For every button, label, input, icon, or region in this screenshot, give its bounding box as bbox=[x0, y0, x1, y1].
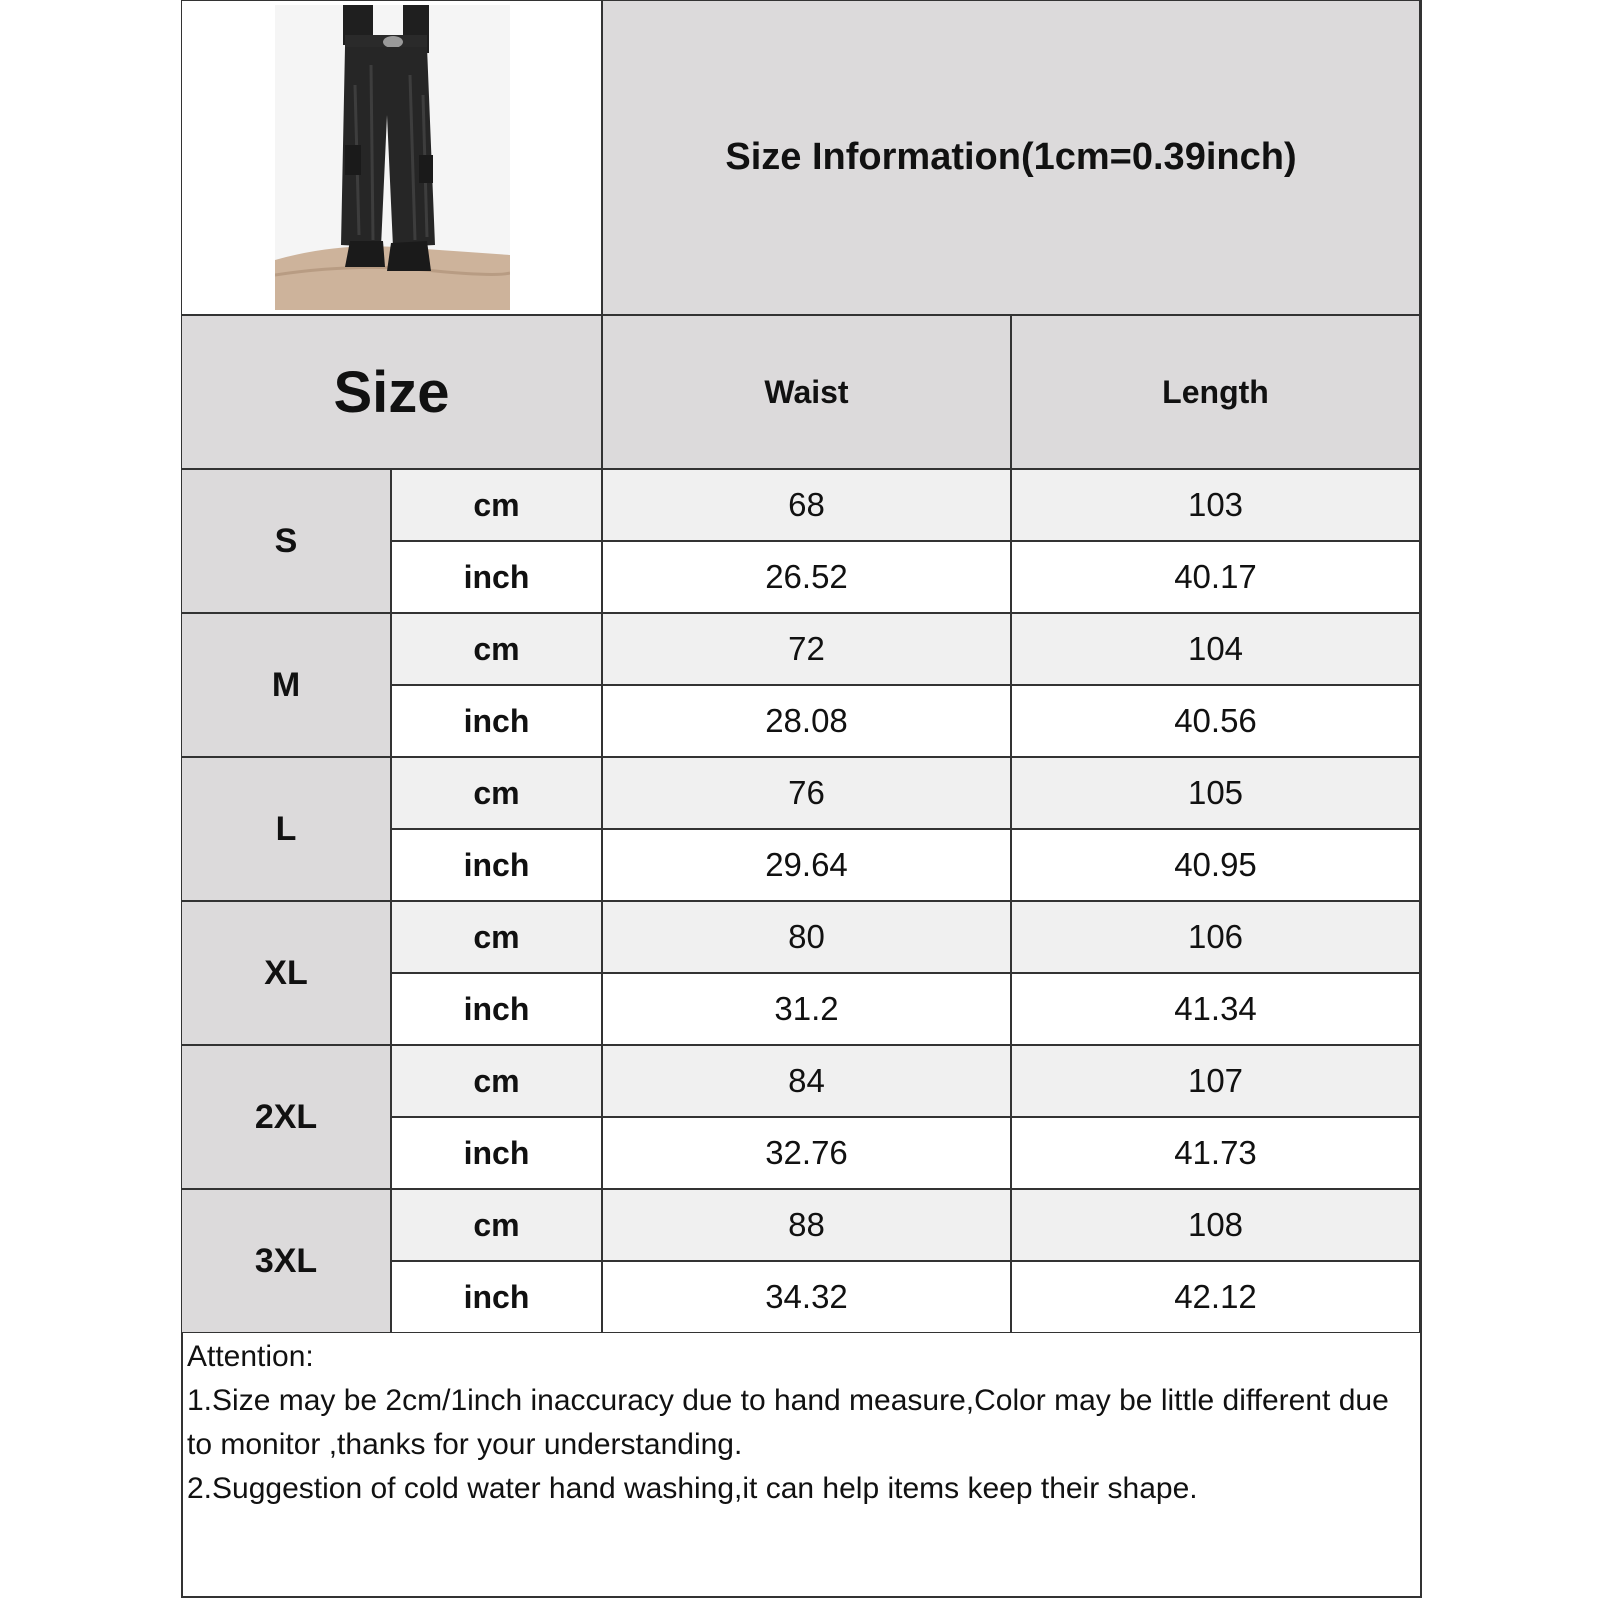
length-value-cell bbox=[1011, 973, 1420, 1045]
length-value-cell bbox=[1011, 901, 1420, 973]
waist-value: 84 bbox=[788, 1062, 825, 1099]
waist-value: 88 bbox=[788, 1206, 825, 1243]
length-header-cell bbox=[1011, 315, 1420, 469]
size-label: L bbox=[275, 809, 297, 848]
waist-value: 72 bbox=[788, 630, 825, 667]
unit-label: cm bbox=[473, 630, 520, 667]
length-value: 107 bbox=[1187, 1062, 1244, 1099]
length-value: 105 bbox=[1187, 774, 1244, 811]
length-value: 108 bbox=[1187, 1206, 1244, 1243]
size-header-cell bbox=[181, 315, 602, 469]
waist-value-cell bbox=[602, 829, 1011, 901]
size-label: XL bbox=[264, 953, 308, 992]
unit-label: inch bbox=[463, 1278, 530, 1315]
length-value-cell bbox=[1011, 613, 1420, 685]
product-photo bbox=[275, 5, 510, 310]
size-label: S bbox=[274, 521, 298, 560]
length-value-cell bbox=[1011, 1261, 1420, 1333]
length-value: 41.34 bbox=[1174, 990, 1257, 1027]
unit-label-cell bbox=[391, 1045, 602, 1117]
unit-label: cm bbox=[473, 1206, 520, 1243]
size-label-cell bbox=[181, 1189, 391, 1333]
length-value: 104 bbox=[1187, 630, 1244, 667]
unit-label-cell bbox=[391, 469, 602, 541]
unit-label-cell bbox=[391, 1189, 602, 1261]
waist-header-cell bbox=[602, 315, 1011, 469]
waist-value: 32.76 bbox=[765, 1134, 848, 1171]
unit-label-cell bbox=[391, 757, 602, 829]
waist-value: 68 bbox=[788, 486, 825, 523]
length-value-cell bbox=[1011, 685, 1420, 757]
waist-value-cell bbox=[602, 757, 1011, 829]
title-cell bbox=[602, 0, 1420, 315]
attention-heading: Attention: bbox=[187, 1340, 314, 1373]
waist-value-cell bbox=[602, 1045, 1011, 1117]
waist-header: Waist bbox=[764, 373, 849, 410]
unit-label: inch bbox=[463, 1134, 530, 1171]
length-value: 106 bbox=[1187, 918, 1244, 955]
attention-line-2: 2.Suggestion of cold water hand washing,it can help items keep their shape. bbox=[187, 1472, 1198, 1505]
waist-value-cell bbox=[602, 901, 1011, 973]
length-header: Length bbox=[1162, 373, 1269, 410]
unit-label: inch bbox=[463, 702, 530, 739]
size-header: Size bbox=[333, 359, 450, 425]
unit-label: cm bbox=[473, 486, 520, 523]
waist-value: 31.2 bbox=[774, 990, 839, 1027]
waist-value-cell bbox=[602, 613, 1011, 685]
length-value: 40.95 bbox=[1174, 846, 1257, 883]
length-value: 103 bbox=[1187, 486, 1244, 523]
unit-label-cell bbox=[391, 1117, 602, 1189]
waist-value-cell bbox=[602, 1261, 1011, 1333]
waist-value-cell bbox=[602, 1189, 1011, 1261]
length-value-cell bbox=[1011, 829, 1420, 901]
size-label-cell bbox=[181, 901, 391, 1045]
waist-value-cell bbox=[602, 1117, 1011, 1189]
attention-notes bbox=[187, 1335, 1412, 1511]
waist-value: 28.08 bbox=[765, 702, 848, 739]
page-title: Size Information(1cm=0.39inch) bbox=[725, 136, 1297, 178]
attention-line-1: 1.Size may be 2cm/1inch inaccuracy due to hand measure,Color may be little different due to monitor ,thanks for your understanding. bbox=[187, 1384, 1389, 1461]
unit-label: inch bbox=[463, 558, 530, 595]
length-value-cell bbox=[1011, 1117, 1420, 1189]
unit-label-cell bbox=[391, 613, 602, 685]
length-value: 40.56 bbox=[1174, 702, 1257, 739]
waist-value-cell bbox=[602, 469, 1011, 541]
unit-label: inch bbox=[463, 990, 530, 1027]
waist-value: 34.32 bbox=[765, 1278, 848, 1315]
unit-label-cell bbox=[391, 541, 602, 613]
waist-value: 29.64 bbox=[765, 846, 848, 883]
waist-value-cell bbox=[602, 685, 1011, 757]
waist-value-cell bbox=[602, 973, 1011, 1045]
length-value-cell bbox=[1011, 1045, 1420, 1117]
unit-label: cm bbox=[473, 1062, 520, 1099]
unit-label-cell bbox=[391, 1261, 602, 1333]
size-label: 3XL bbox=[254, 1241, 318, 1280]
size-label: M bbox=[271, 665, 301, 704]
size-label-cell bbox=[181, 757, 391, 901]
length-value-cell bbox=[1011, 757, 1420, 829]
length-value-cell bbox=[1011, 541, 1420, 613]
waist-value: 80 bbox=[788, 918, 825, 955]
size-label-cell bbox=[181, 613, 391, 757]
unit-label-cell bbox=[391, 829, 602, 901]
unit-label-cell bbox=[391, 901, 602, 973]
size-label-cell bbox=[181, 1045, 391, 1189]
waist-value: 76 bbox=[788, 774, 825, 811]
unit-label: cm bbox=[473, 918, 520, 955]
length-value: 41.73 bbox=[1174, 1134, 1257, 1171]
unit-label-cell bbox=[391, 685, 602, 757]
size-label: 2XL bbox=[254, 1097, 318, 1136]
waist-value-cell bbox=[602, 541, 1011, 613]
unit-label: inch bbox=[463, 846, 530, 883]
size-label-cell bbox=[181, 469, 391, 613]
length-value-cell bbox=[1011, 469, 1420, 541]
length-value-cell bbox=[1011, 1189, 1420, 1261]
unit-label: cm bbox=[473, 774, 520, 811]
length-value: 42.12 bbox=[1174, 1278, 1257, 1315]
length-value: 40.17 bbox=[1174, 558, 1257, 595]
waist-value: 26.52 bbox=[765, 558, 848, 595]
unit-label-cell bbox=[391, 973, 602, 1045]
